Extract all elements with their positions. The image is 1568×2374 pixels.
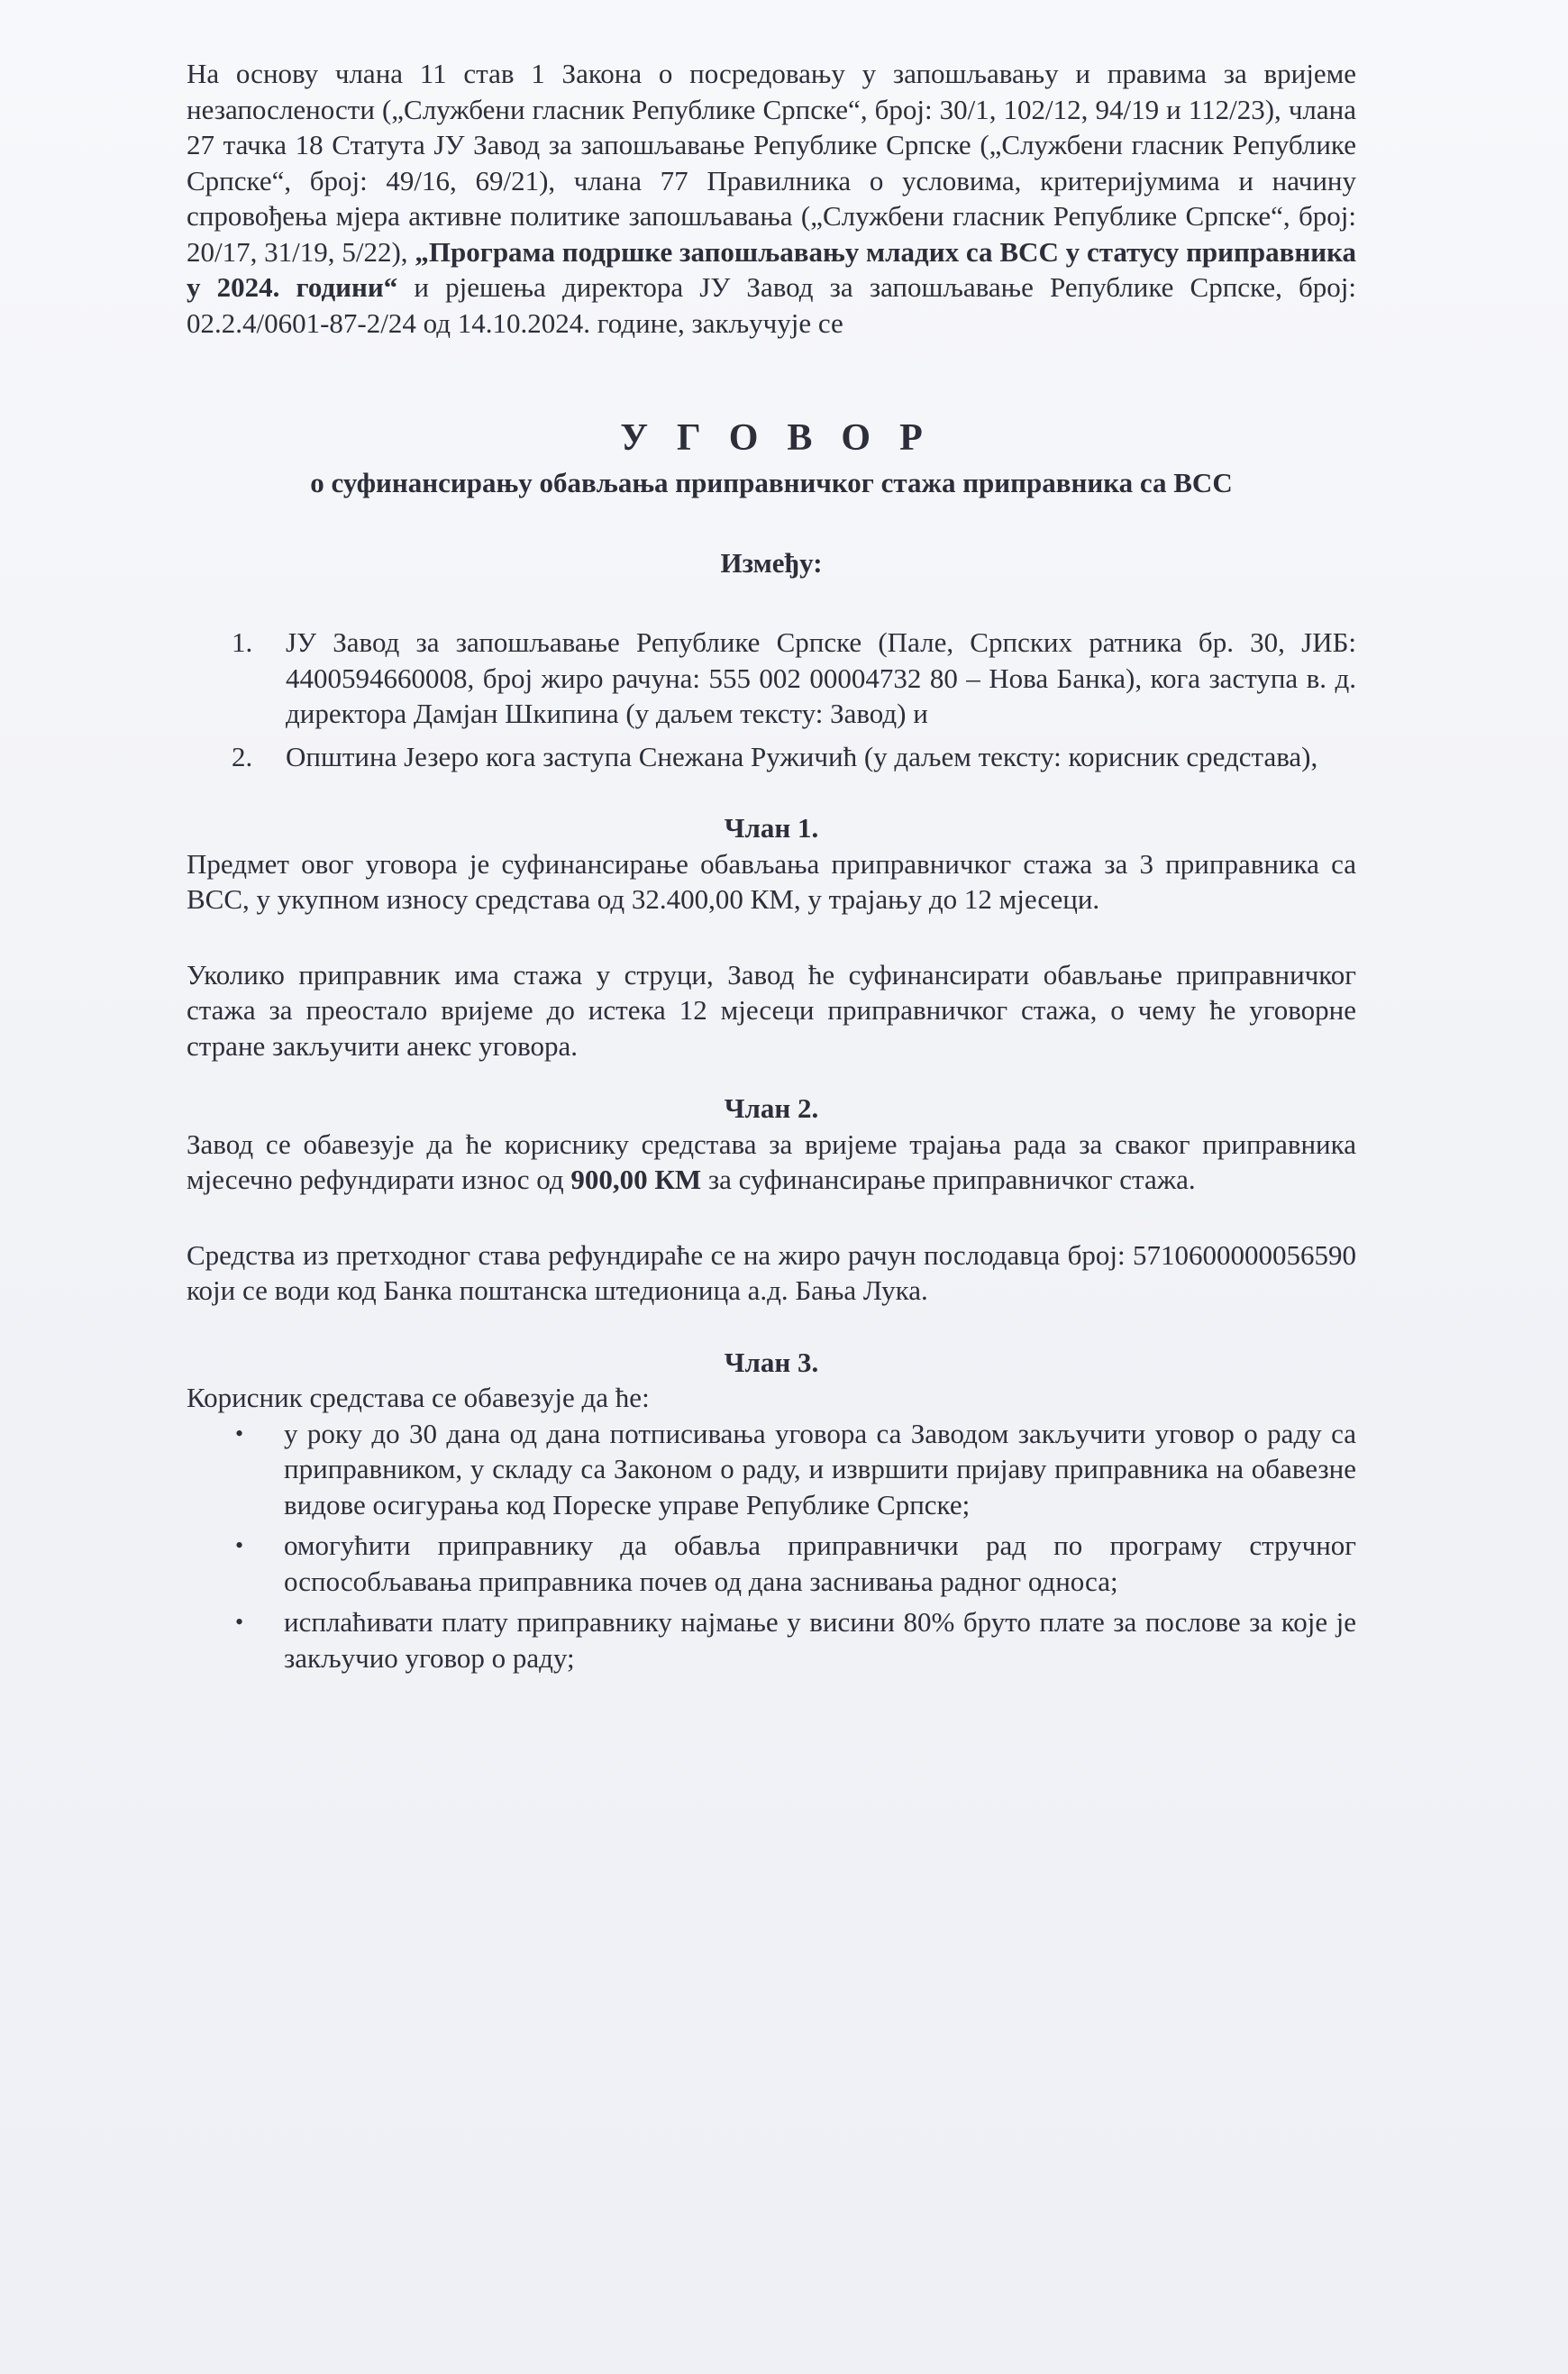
duties-list: [187, 1416, 1356, 1676]
article-2-paragraph-2: Средства из претходног става рефундираће се на жиро рачун послодавца број: 5710600000056590 који се води код Банка поштанска штедионица а.д. Бања Лука.: [187, 1238, 1356, 1306]
article-1-paragraph-1: Предмет овог уговора је суфинансирање обављања приправничког стажа за 3 приправника са ВСС, у укупном износу средстава од 32.400,00 КМ, у трајању до 12 мјесеци.: [187, 847, 1356, 915]
article-2-heading: Члан 2.: [724, 1092, 819, 1124]
parties-list: [187, 625, 1356, 774]
duty-item: [187, 1416, 1356, 1523]
intro-paragraph: [187, 56, 1356, 341]
article-1-heading: Члан 1.: [724, 812, 819, 844]
bullet-icon: •: [235, 1420, 244, 1447]
duty-item: [187, 1528, 1356, 1599]
intro-text-end: и рјешења директора ЈУ Завод за запошљавање Републике Српске, број: 02.2.4/0601-87-2/24 од 14.10.2024. године, закључује се: [187, 271, 1356, 339]
article-3-heading: Члан 3.: [724, 1346, 819, 1378]
duty-text: омогућити приправнику да обавља приправнички рад по програму стручног оспособљавања приправника почев од дана заснивања радног односа;: [284, 1529, 1356, 1597]
contract-subtitle: о суфинансирању обављања приправничког стажа приправника са ВСС: [310, 467, 1233, 498]
parties-heading: Између:: [720, 546, 823, 579]
article-2-text: Завод се обавезује да ће кориснику средстава за вријеме трајања рада за сваког приправника мјесечно рефундирати износ од: [187, 1128, 1356, 1195]
monthly-amount: 900,00 КМ: [570, 1164, 702, 1195]
party-text: ЈУ Завод за запошљавање Републике Српске (Пале, Српских ратника бр. 30, ЈИБ: 4400594660008, број жиро рачуна: 555 002 00004732 80 – Нова Банка), кога заступа в. д. директора Дамјан Шкипина (у даљем тексту: Завод) и: [286, 626, 1356, 729]
party-item: [187, 625, 1356, 732]
party-number: 1.: [232, 626, 253, 658]
duty-text: у року до 30 дана од дана потписивања уговора са Заводом закључити уговор о раду са приправником, у складу са Законом о раду, и извршити пријаву приправника на обавезне видове осигурања код Пореске управе Републике Српске;: [284, 1417, 1356, 1520]
duty-item: [187, 1604, 1356, 1675]
party-text: Општина Језеро кога заступа Снежана Ружичић (у даљем тексту: корисник средстава),: [286, 740, 1318, 772]
article-2-text-end: за суфинансирање приправничког стажа.: [701, 1164, 1196, 1195]
document-body: [187, 56, 1356, 1681]
program-name: „Програма подршке запошљавању младих са ВСС у статусу приправника у 2024. години“: [187, 235, 1356, 303]
party-item: [187, 739, 1356, 775]
intro-text: На основу члана 11 став 1 Закона о посредовању у запошљавању и правима за вријеме незапослености („Службени гласник Републике Српске“, број: 30/1, 102/12, 94/19 и 112/23), члана 27 тачка 18 Статута ЈУ Завод за запошљавање Републике Српске („Службени гласник Републике Српске“, број: 49/16, 69/21), члана 77 Правилника о условима, критеријумима и начину спровођења мјера активне политике запошљавања („Службени гласник Републике Српске“, број: 20/17, 31/19, 5/22),: [187, 58, 1356, 268]
duty-text: исплаћивати плату приправнику најмање у висини 80% бруто плате за послове за које је закључио уговор о раду;: [284, 1606, 1356, 1674]
article-1-paragraph-2: Уколико приправник има стажа у струци, Завод ће суфинансирати обављање приправничког стажа за преостало вријеме до истека 12 мјесеци приправничког стажа, о чему ће уговорне стране закључити анекс уговора.: [187, 958, 1356, 1062]
party-number: 2.: [232, 740, 253, 772]
article-3-lead: Корисник средстава се обавезује да ће:: [187, 1382, 650, 1413]
bullet-icon: •: [235, 1532, 244, 1558]
contract-title: УГОВОР: [620, 417, 952, 459]
bullet-icon: •: [235, 1609, 244, 1635]
article-2-paragraph-1: [187, 1127, 1356, 1198]
